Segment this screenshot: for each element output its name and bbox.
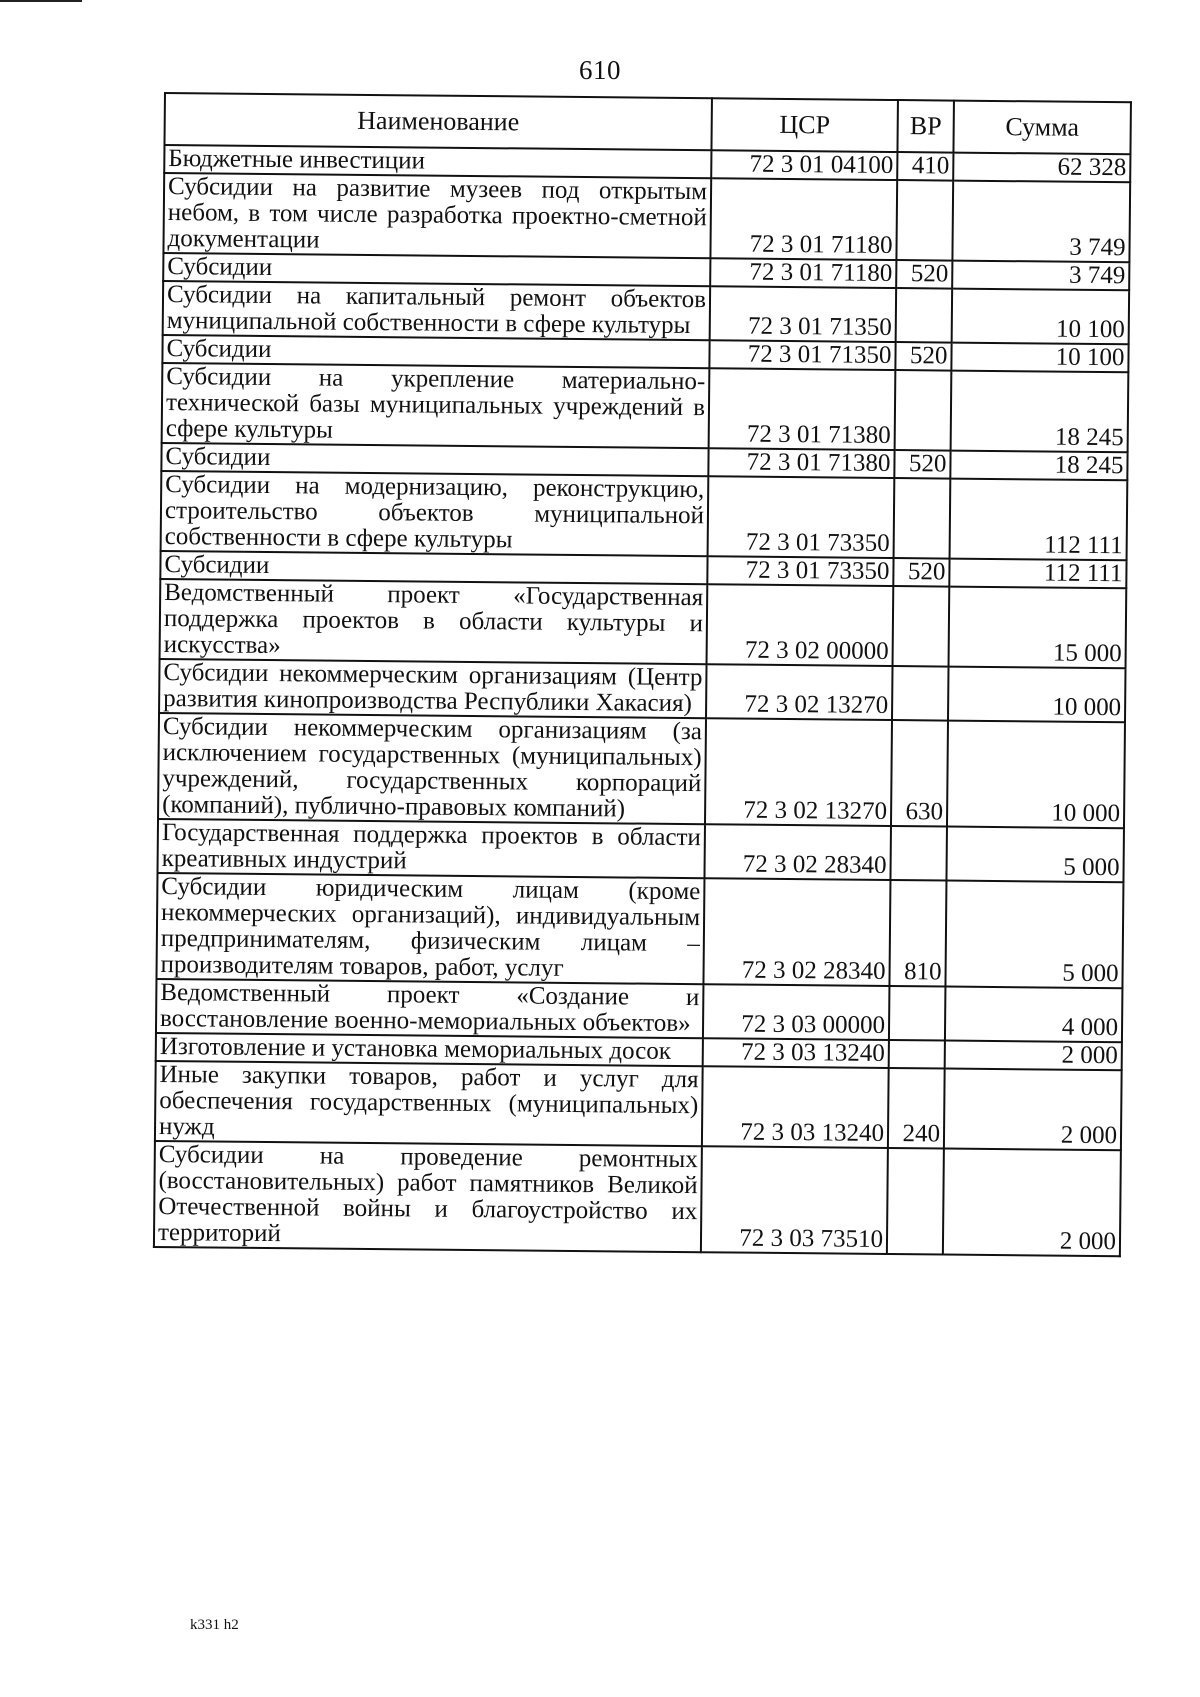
row-vr: 520 — [895, 342, 951, 371]
row-name: Ведомственный проект «Государственная поддержка проектов в области культуры и искусства» — [160, 579, 708, 664]
row-vr — [887, 1148, 944, 1255]
row-csr: 72 3 02 28340 — [704, 824, 891, 880]
row-vr: 240 — [888, 1068, 945, 1149]
budget-table — [153, 92, 1132, 1257]
table-row — [161, 471, 1128, 560]
row-csr: 72 3 02 00000 — [707, 584, 894, 666]
row-sum: 3 749 — [952, 261, 1129, 291]
row-name: Изготовление и установка мемориальных досок — [156, 1033, 703, 1066]
row-name: Субсидии на капитальный ремонт объектов муниципальной собственности в сфере культуры — [163, 281, 710, 340]
row-sum: 2 000 — [943, 1149, 1121, 1257]
table-header-row — [164, 93, 1130, 154]
row-name: Субсидии — [161, 443, 708, 476]
row-csr: 72 3 01 71350 — [709, 340, 895, 370]
row-name: Субсидии — [163, 253, 710, 286]
row-vr — [893, 586, 950, 667]
row-vr — [890, 826, 947, 881]
row-csr: 72 3 02 13270 — [706, 664, 893, 720]
row-sum: 3 749 — [952, 181, 1130, 263]
row-csr: 72 3 01 73350 — [707, 556, 893, 586]
row-name: Иные закупки товаров, работ и услуг для обеспечения государственных (муниципальных) нужд — [155, 1061, 703, 1146]
row-sum: 15 000 — [949, 587, 1127, 669]
row-name: Субсидии некоммерческим организациям (Центр развития кинопроизводства Республики Хакасия) — [159, 659, 706, 718]
row-name: Субсидии — [160, 551, 707, 584]
row-csr: 72 3 01 71380 — [709, 368, 896, 450]
row-csr: 72 3 03 13240 — [703, 1038, 889, 1068]
row-name: Субсидии юридическим лицам (кроме некоммерческих организаций), индивидуальным предпринимателям, физическим лицам – производителям товаров, работ, услуг — [156, 873, 704, 984]
row-vr: 520 — [894, 450, 950, 479]
row-vr — [895, 370, 952, 451]
row-vr: 520 — [893, 558, 949, 587]
table-row — [158, 819, 1124, 882]
row-vr: 810 — [889, 880, 946, 987]
row-csr: 72 3 01 71180 — [710, 258, 896, 288]
row-name: Субсидии — [162, 335, 709, 368]
row-sum: 10 000 — [948, 667, 1126, 723]
row-vr — [889, 986, 946, 1041]
row-sum: 18 245 — [950, 451, 1127, 481]
header-name: Наименование — [164, 93, 711, 150]
row-vr — [892, 666, 949, 721]
row-name: Субсидии на развитие музеев под открытым небом, в том числе разработка проектно-сметной документации — [163, 173, 711, 258]
row-name: Субсидии на модернизацию, реконструкцию, строительство объектов муниципальной собственности в сфере культуры — [161, 471, 709, 556]
row-csr: 72 3 02 13270 — [705, 718, 892, 826]
row-sum: 10 000 — [947, 721, 1125, 829]
table-row — [155, 1061, 1122, 1150]
row-vr — [896, 288, 953, 343]
row-vr — [894, 478, 951, 559]
row-csr: 72 3 01 04100 — [711, 150, 897, 180]
row-vr: 520 — [896, 260, 952, 289]
row-vr — [896, 180, 953, 261]
row-csr: 72 3 01 71180 — [710, 178, 897, 260]
row-vr — [889, 1040, 945, 1069]
row-csr: 72 3 02 28340 — [703, 878, 890, 986]
row-csr: 72 3 01 73350 — [708, 476, 895, 558]
header-sum: Сумма — [953, 101, 1130, 155]
table-row — [163, 173, 1130, 262]
row-name: Государственная поддержка проектов в области креативных индустрий — [158, 819, 705, 878]
row-csr: 72 3 03 73510 — [701, 1146, 888, 1254]
row-name: Субсидии на укрепление материально-технической базы муниципальных учреждений в сфере культуры — [162, 363, 710, 448]
row-csr: 72 3 01 71380 — [708, 448, 894, 478]
table-row — [154, 1141, 1121, 1256]
row-name: Субсидии на проведение ремонтных (восстановительных) работ памятников Великой Отечественной войны и благоустройство их территорий — [154, 1141, 702, 1252]
table-row — [156, 979, 1122, 1042]
table-row — [163, 281, 1129, 344]
row-sum: 2 000 — [944, 1069, 1122, 1151]
table-row — [158, 713, 1125, 828]
row-sum: 18 245 — [951, 371, 1129, 453]
row-sum: 2 000 — [945, 1041, 1122, 1071]
row-sum: 10 100 — [952, 289, 1130, 345]
row-sum: 112 111 — [950, 479, 1128, 561]
budget-table-sheet — [153, 92, 1130, 1257]
table-row — [160, 579, 1127, 668]
row-vr: 630 — [891, 720, 948, 827]
table-row — [156, 873, 1123, 988]
row-sum: 4 000 — [945, 987, 1123, 1043]
row-csr: 72 3 03 13240 — [702, 1066, 889, 1148]
header-vr: ВР — [897, 100, 953, 153]
row-name: Ведомственный проект «Создание и восстановление военно-мемориальных объектов» — [156, 979, 703, 1038]
row-sum: 112 111 — [949, 559, 1126, 589]
row-name: Бюджетные инвестиции — [164, 145, 711, 178]
row-csr: 72 3 03 00000 — [703, 984, 890, 1040]
table-row — [159, 659, 1125, 722]
row-vr: 410 — [897, 152, 953, 181]
scan-corner-mark — [0, 0, 82, 2]
row-sum: 10 100 — [951, 343, 1128, 373]
table-row — [162, 363, 1129, 452]
row-sum: 62 328 — [953, 153, 1130, 183]
row-sum: 5 000 — [946, 827, 1124, 883]
row-csr: 72 3 01 71350 — [710, 286, 897, 342]
header-csr: ЦСР — [711, 98, 897, 152]
footer-code: k331 h2 — [190, 1617, 239, 1633]
row-sum: 5 000 — [945, 881, 1123, 989]
row-name: Субсидии некоммерческим организациям (за исключением государственных (муниципальных) учреждений, государственных корпораций (компаний), публично-правовых компаний) — [158, 713, 706, 824]
page-number: 610 — [579, 55, 621, 85]
